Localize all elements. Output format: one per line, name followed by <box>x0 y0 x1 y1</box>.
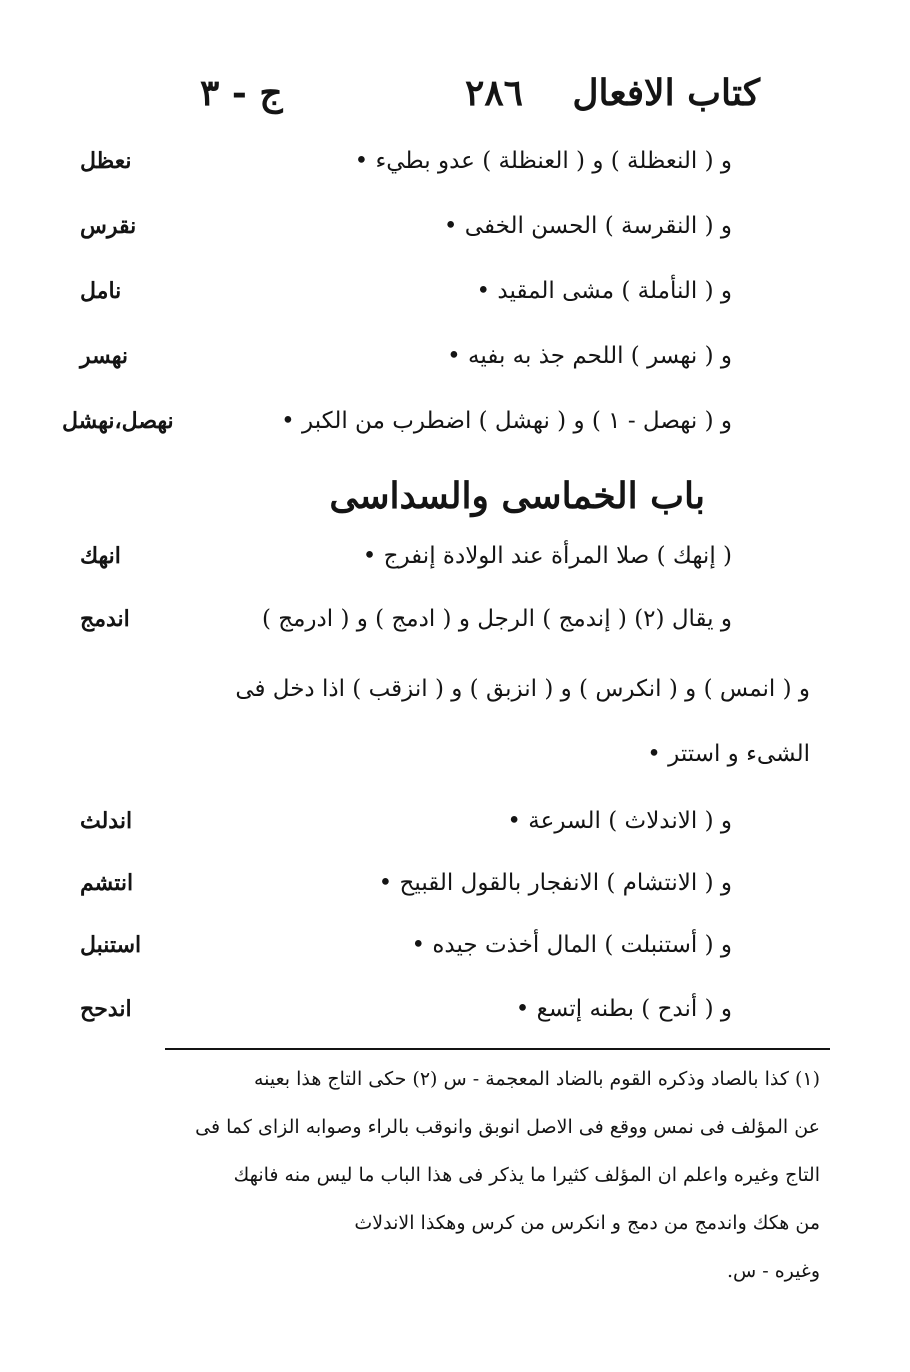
dictionary-entry <box>0 996 910 1046</box>
footnote-line: (١) كذا بالصاد وذكره القوم بالضاد المعجمة - س (٢) حكى التاج هذا بعينه <box>253 1068 820 1090</box>
entry-text: و ( نهسر ) اللحم جذ به بفيه • <box>447 343 732 369</box>
dictionary-entry <box>0 606 910 656</box>
margin-root: نهصل،نهشل <box>62 408 174 434</box>
page-header <box>0 72 910 132</box>
margin-root: اندلث <box>80 808 133 834</box>
continuation-line <box>0 676 910 726</box>
entry-text: و يقال (٢) ( إندمج ) الرجل و ( ادمج ) و ( ادرمج ) <box>261 606 732 632</box>
margin-root: اندمج <box>80 606 130 632</box>
entry-text: و ( أستنبلت ) المال أخذت جيده • <box>411 932 732 958</box>
margin-root: اندحح <box>80 996 132 1022</box>
entry-text: الشىء و استتر • <box>647 741 810 767</box>
dictionary-entry <box>0 408 910 458</box>
dictionary-entry <box>0 213 910 263</box>
footnote-line: من هكك واندمج من دمج و انكرس من كرس وهكذا الاندلاث <box>354 1212 820 1234</box>
dictionary-entry <box>0 543 910 593</box>
entry-text: و ( انمس ) و ( انكرس ) و ( انزبق ) و ( انزقب ) اذا دخل فى <box>235 676 810 702</box>
page-number: ٢٨٦ <box>465 72 524 114</box>
margin-root: نعظل <box>80 148 132 174</box>
section-heading: باب الخماسى والسداسى <box>329 475 705 517</box>
margin-root: نقرس <box>80 213 137 239</box>
entry-text: ( إنهك ) صلا المرأة عند الولادة إنفرج • <box>362 543 732 569</box>
margin-root: نهسر <box>80 343 129 369</box>
footnote-divider <box>165 1048 830 1050</box>
continuation-line <box>0 741 910 791</box>
dictionary-entry <box>0 278 910 328</box>
entry-text: و ( أندح ) بطنه إتسع • <box>515 996 732 1022</box>
volume-label: ج - ٣ <box>200 72 283 114</box>
dictionary-entry <box>0 343 910 393</box>
entry-text: و ( النأملة ) مشى المقيد • <box>476 278 732 304</box>
margin-root: انهك <box>80 543 121 569</box>
footnote-line: التاج وغيره واعلم ان المؤلف كثيرا ما يذكر فى هذا الباب ما ليس منه فانهك <box>233 1164 820 1186</box>
footnotes <box>80 1068 820 1308</box>
entry-text: و ( النعظلة ) و ( العنظلة ) عدو بطيء • <box>354 148 732 174</box>
margin-root: انتشم <box>80 870 134 896</box>
entry-text: و ( الانتشام ) الانفجار بالقول القبيح • <box>378 870 732 896</box>
entry-text: و ( الاندلاث ) السرعة • <box>507 808 732 834</box>
dictionary-entry <box>0 932 910 982</box>
dictionary-entry <box>0 148 910 198</box>
margin-root: استنبل <box>80 932 142 958</box>
entry-text: و ( نهصل - ١ ) و ( نهشل ) اضطرب من الكبر • <box>281 408 732 434</box>
footnote-line: عن المؤلف فى نمس ووقع فى الاصل انوبق وانوقب بالراء وصوابه الزاى كما فى <box>195 1116 820 1138</box>
dictionary-entry <box>0 808 910 858</box>
footnote-line: وغيره - س. <box>726 1260 820 1282</box>
margin-root: نامل <box>80 278 122 304</box>
running-title: كتاب الافعال <box>572 72 760 114</box>
dictionary-entry <box>0 870 910 920</box>
entry-text: و ( النقرسة ) الحسن الخفى • <box>443 213 732 239</box>
